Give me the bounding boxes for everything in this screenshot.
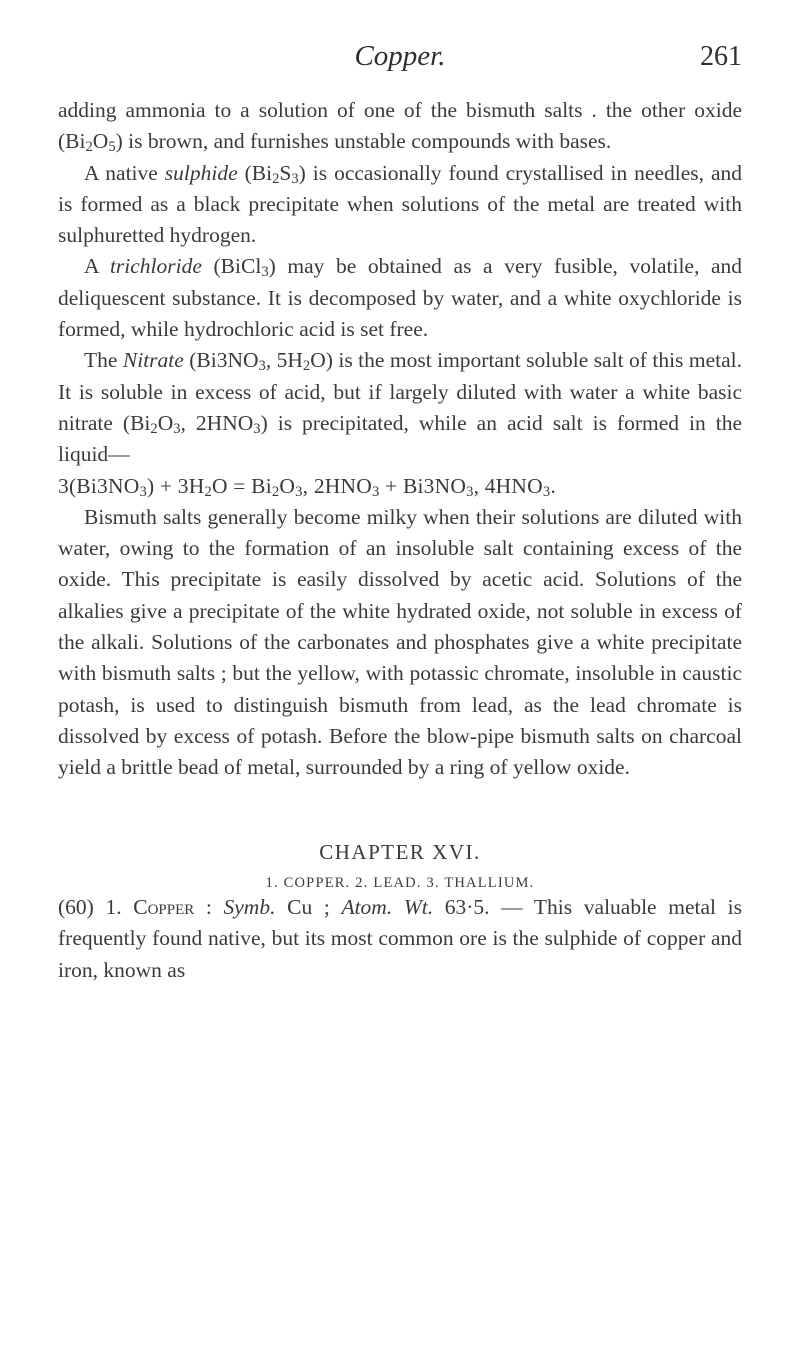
subscript: 2 <box>85 139 93 156</box>
subscript: 3 <box>295 483 303 500</box>
paragraph: adding ammonia to a solution of one of the bismuth salts . the other oxide $(Bi_2O_5)$ is brown, and furnishes unstable compounds with bases. <box>58 98 742 156</box>
subscript: 3 <box>258 358 266 375</box>
paragraph-copper: (60) 1. Copper : Symb. Cu ; Atom. Wt. 63·5. — This valuable metal is frequently found native, but its most common ore is the sulphide of copper and iron, known as <box>58 895 742 982</box>
subscript: 2 <box>271 483 280 500</box>
chemical-equation: $3(Bi3NO_3) + 3H_2O = Bi_2O_3$, $2HNO_3 + Bi3NO_3$, $4HNO_3$. <box>58 473 556 500</box>
subscript: 2 <box>302 358 311 375</box>
subscript: 2 <box>150 421 158 438</box>
italic-term: trichloride <box>109 254 202 279</box>
subscript: 2 <box>272 170 280 187</box>
subscript: 3 <box>291 170 299 187</box>
chapter-title: CHAPTER XVI. <box>319 840 481 864</box>
subscript: 3 <box>139 483 147 500</box>
running-title: Copper. <box>354 40 446 72</box>
section-copper <box>58 892 742 986</box>
subscript: 3 <box>542 483 551 500</box>
subscript: 2 <box>204 483 212 500</box>
subscript: 3 <box>253 421 261 438</box>
page-number: 261 <box>700 41 742 72</box>
body-text <box>58 95 742 784</box>
italic-term: Atom. Wt. <box>341 895 434 919</box>
italic-term: sulphide <box>164 160 238 185</box>
subscript: 5 <box>108 139 116 156</box>
chapter-contents: 1. COPPER. 2. LEAD. 3. THALLIUM. <box>265 875 535 891</box>
paragraph-nitrate: The Nitrate ($Bi3NO_3$, $5H_2O$) is the most important soluble salt of this metal. It is soluble in excess of acid, but if largely diluted with water a white basic nitrate ($Bi_2O_3$, $2HNO_3$) is precipitated, while an acid salt is formed in the liquid— <box>58 348 742 467</box>
chapter-heading <box>58 837 742 895</box>
subscript: 3 <box>371 483 380 500</box>
paragraph-bismuth-salts: Bismuth salts generally become milky when their solutions are diluted with water, owing to the formation of an insoluble salt containing excess of the oxide. This precipitate is easily dissolved by acetic acid. Solutions of the alkalies give a precipitate of the white hydrated oxide, not soluble in excess of the alkali. Solutions of the carbonates and phosphates give a white precipitate with bismuth salts ; but the yellow, with potassic chromate, insoluble in caustic potash, is used to distinguish bismuth from lead, as the lead chromate is dissolved by excess of potash. Before the blow-pipe bismuth salts on charcoal yield a brittle bead of metal, surrounded by a ring of yellow oxide. <box>58 504 742 780</box>
subscript: 3 <box>261 264 269 281</box>
italic-term: Nitrate <box>122 348 184 373</box>
paragraph-sulphide: A native sulphide $(Bi_2S_3)$ is occasionally found crystallised in needles, and is formed as a black precipitate when solutions of the metal are treated with sulphuretted hydrogen. <box>58 160 742 248</box>
subscript: 3 <box>466 483 474 500</box>
page-header <box>58 40 742 80</box>
subscript: 3 <box>173 421 181 438</box>
paragraph-trichloride: A trichloride (BiCl$_3$) may be obtained as a very fusible, volatile, and deliquescent substance. It is decomposed by water, and a white oxychloride is formed, while hydrochloric acid is set free. <box>58 254 742 342</box>
element-name: Copper <box>133 895 195 919</box>
italic-term: Symb. <box>223 895 276 919</box>
